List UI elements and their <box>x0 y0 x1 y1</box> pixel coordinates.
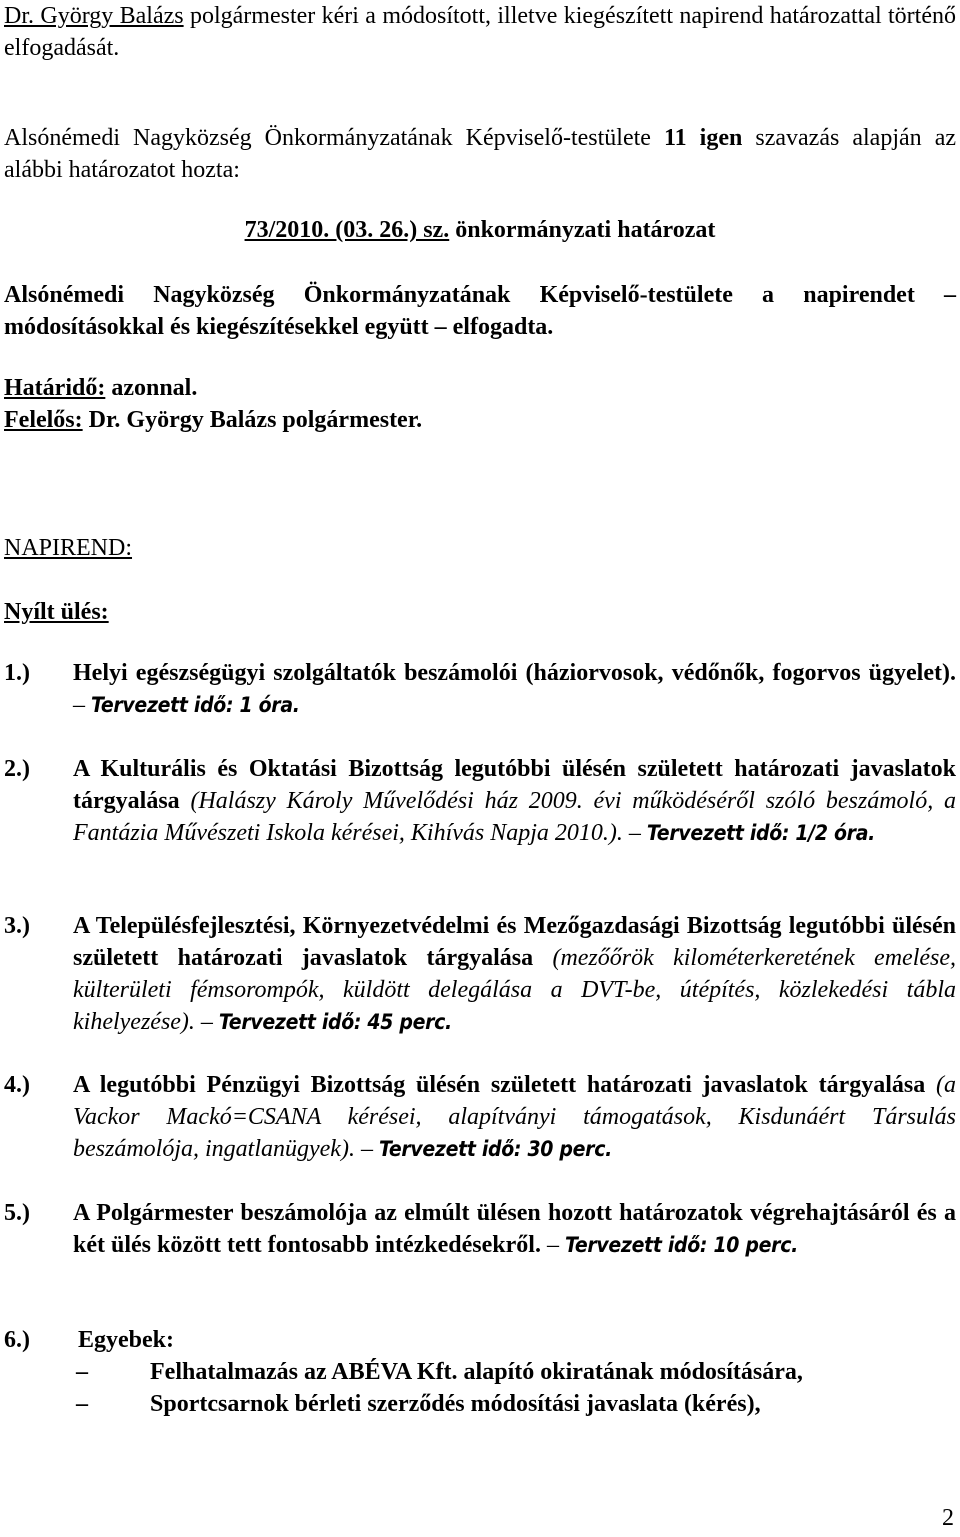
agenda-item <box>4 1069 956 1165</box>
agenda-item <box>4 753 956 849</box>
agenda-item <box>4 657 956 721</box>
agenda-item <box>4 1324 956 1356</box>
responsible-line <box>4 404 956 436</box>
agenda-item-title: Egyebek: <box>78 1327 174 1353</box>
agenda-item-number: 5.) <box>4 1200 30 1226</box>
open-session-heading: Nyílt ülés: <box>4 599 109 625</box>
resolution-text: Alsónémedi Nagyközség Önkormányzatának Képviselő-testülete a napirendet – módosításokkal és kiegészítésekkel együtt – elfogadta. <box>4 282 956 340</box>
agenda-heading: NAPIREND: <box>4 535 133 561</box>
planned-time: Tervezett idő: 1/2 óra. <box>646 821 876 845</box>
agenda-item-detail: (mezőőrök kilométerkeretének emelése, külterületi fémsorompók, küldött delegálása a DVT-be, útépítés, közlekedési tábla kihelyezése). <box>73 945 957 1035</box>
sub-item-text: Felhatalmazás az ABÉVA Kft. alapító okiratának módosítására, <box>150 1359 803 1385</box>
vote-post: szavazás alapján az alábbi határozatot hozta: <box>4 125 956 183</box>
agenda-item-title: A Kulturális és Oktatási Bizottság legutóbbi ülésén született határozati javaslatok tárgyalása <box>73 756 956 814</box>
vote-pre: Alsónémedi Nagyközség Önkormányzatának Képviselő-testülete <box>4 125 664 151</box>
intro-paragraph <box>4 0 956 64</box>
vote-paragraph <box>4 122 956 186</box>
resolution-title-rest: önkormányzati határozat <box>449 217 716 243</box>
agenda-item-title: A legutóbbi Pénzügyi Bizottság ülésén született határozati javaslatok tárgyalása <box>73 1072 926 1098</box>
sub-item <box>76 1388 956 1420</box>
time-dash: – <box>200 1009 213 1035</box>
time-dash: – <box>546 1232 559 1258</box>
planned-time: Tervezett idő: 10 perc. <box>564 1233 798 1257</box>
agenda-item-number: 3.) <box>4 913 30 939</box>
deadline-line <box>4 372 956 404</box>
planned-time: Tervezett idő: 45 perc. <box>218 1010 452 1034</box>
agenda-item <box>4 910 956 1038</box>
agenda-item-number: 4.) <box>4 1072 30 1098</box>
responsible-label: Felelős: <box>4 407 83 433</box>
vote-count: 11 igen <box>663 125 743 151</box>
sub-item <box>76 1356 956 1388</box>
resolution-number: 73/2010. (03. 26.) sz. <box>244 217 450 243</box>
time-dash: – <box>628 820 641 846</box>
bullet-dash: – <box>76 1391 88 1417</box>
planned-time: Tervezett idő: 1 óra. <box>91 693 300 717</box>
resolution-title <box>4 214 956 246</box>
agenda-item <box>4 1197 956 1261</box>
agenda-item-title: A Településfejlesztési, Környezetvédelmi és Mezőgazdasági Bizottság legutóbbi ülésén született határozati javaslatok tárgyalása <box>73 913 956 971</box>
agenda-item-number: 1.) <box>4 660 30 686</box>
agenda-item-detail: (a Vackor Mackó=CSANA kérései, alapítványi támogatások, Kisdunáért Társulás beszámolója, ingatlanügyek). <box>73 1072 957 1162</box>
bullet-dash: – <box>76 1359 88 1385</box>
agenda-item-detail: (Halászy Károly Művelődési ház 2009. évi működéséről szóló beszámoló, a Fantázia Művészeti Iskola kérései, Kihívás Napja 2010.). <box>73 788 956 846</box>
agenda-item-title: Helyi egészségügyi szolgáltatók beszámolói (háziorvosok, védőnők, fogorvos ügyelet). <box>73 660 956 686</box>
time-dash: – <box>360 1136 373 1162</box>
deadline-value: azonnal. <box>105 375 198 401</box>
planned-time: Tervezett idő: 30 perc. <box>378 1137 612 1161</box>
time-dash: – <box>73 692 85 718</box>
sub-item-text: Sportcsarnok bérleti szerződés módosítási javaslata (kérés), <box>150 1391 761 1417</box>
intro-text: polgármester kéri a módosított, illetve kiegészített napirend határozattal történő elfogadását. <box>4 3 956 61</box>
deadline-label: Határidő: <box>4 375 106 401</box>
responsible-value: Dr. György Balázs polgármester. <box>82 407 423 433</box>
agenda-item-title: A Polgármester beszámolója az elmúlt ülésen hozott határozatok végrehajtásáról és a két ülés között tett fontosabb intézkedésekről. <box>73 1200 956 1258</box>
page-number: 2 <box>942 1505 954 1531</box>
mayor-name: Dr. György Balázs <box>4 3 184 29</box>
agenda-item-number: 6.) <box>4 1327 30 1353</box>
agenda-item-number: 2.) <box>4 756 30 782</box>
